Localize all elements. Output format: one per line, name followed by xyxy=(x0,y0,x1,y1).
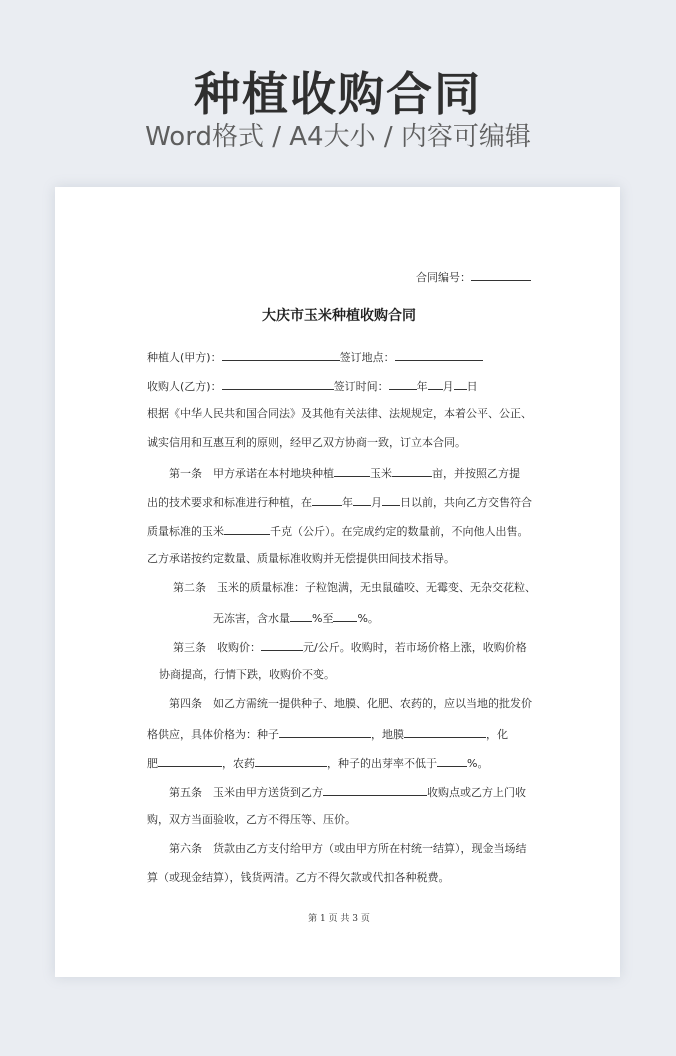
text: 质量标准的玉米 xyxy=(147,525,224,538)
text: 月 xyxy=(371,496,382,509)
text: %。 xyxy=(357,612,379,625)
text: 无冻害，含水量 xyxy=(213,612,290,625)
price-blank[interactable] xyxy=(261,639,303,651)
text: 年 xyxy=(342,496,353,509)
fertilizer-price-blank[interactable] xyxy=(158,755,222,767)
article-1-line-2 xyxy=(147,494,532,510)
quantity-blank[interactable] xyxy=(224,523,270,535)
text: %至 xyxy=(312,612,334,625)
text: ，化 xyxy=(486,728,508,741)
contract-number xyxy=(416,269,531,285)
text: 第五条 玉米由甲方送货到乙方 xyxy=(169,786,323,799)
text: 千克（公斤）。在完成约定的数量前，不向他人出售。 xyxy=(270,525,529,538)
article-1-line-1 xyxy=(169,465,520,481)
page-footer: 第 1 页 共 3 页 xyxy=(308,914,370,924)
film-price-blank[interactable] xyxy=(404,726,486,738)
banner-title: 种植收购合同 xyxy=(194,67,482,121)
month-label: 月 xyxy=(442,380,454,393)
moisture-max-blank[interactable] xyxy=(333,610,357,622)
text: 亩，并按照乙方提 xyxy=(432,467,520,480)
text: ，农药 xyxy=(222,757,255,770)
preamble-line-1: 根据《中华人民共和国合同法》及其他有关法律、法规规定，本着公平、公正、 xyxy=(147,407,532,420)
sign-year-blank[interactable] xyxy=(389,378,417,390)
article-2-line-1: 第二条 玉米的质量标准：子粒饱满，无虫鼠磕咬、无霉变、无杂交花粒、 xyxy=(173,581,536,594)
preamble-line-2: 诚实信用和互惠互利的原则，经甲乙双方协商一致，订立本合同。 xyxy=(147,436,466,449)
text: 格供应，具体价格为：种子 xyxy=(147,728,279,741)
day-label: 日 xyxy=(466,380,478,393)
document-page xyxy=(55,187,620,977)
text: ，种子的出芽率不低于 xyxy=(327,757,437,770)
deliver-year-blank[interactable] xyxy=(312,494,342,506)
text: ，地膜 xyxy=(371,728,404,741)
text: 日以前，共向乙方交售符合 xyxy=(400,496,532,509)
party-a-blank[interactable] xyxy=(222,349,340,361)
text: %。 xyxy=(467,757,489,770)
year-label: 年 xyxy=(416,380,428,393)
text: 肥 xyxy=(147,757,158,770)
article-4-line-1: 第四条 如乙方需统一提供种子、地膜、化肥、农药的，应以当地的批发价 xyxy=(169,697,532,710)
banner-subtitle: Word格式 / A4大小 / 内容可编辑 xyxy=(145,122,531,152)
plant-area-blank[interactable] xyxy=(334,465,370,477)
article-4-line-2 xyxy=(147,726,508,742)
text: 收购点或乙方上门收 xyxy=(427,786,526,799)
article-6-line-1: 第六条 货款由乙方支付给甲方（或由甲方所在村统一结算），现金当场结 xyxy=(169,842,527,855)
seed-price-blank[interactable] xyxy=(279,726,371,738)
delivery-point-blank[interactable] xyxy=(323,784,427,796)
text: 第一条 甲方承诺在本村地块种植 xyxy=(169,467,334,480)
text: 第三条 收购价： xyxy=(173,641,261,654)
sign-place-blank[interactable] xyxy=(395,349,483,361)
sign-place-label: 签订地点： xyxy=(339,351,395,364)
sign-time-label: 签订时间： xyxy=(333,380,389,393)
article-3-line-1 xyxy=(173,639,527,655)
article-5-line-1 xyxy=(169,784,526,800)
text: 出的技术要求和标准进行种植，在 xyxy=(147,496,312,509)
party-b-label: 收购人(乙方)： xyxy=(147,380,222,393)
article-5-line-2: 购，双方当面验收，乙方不得压等、压价。 xyxy=(147,813,356,826)
text: 元/公斤。收购时，若市场价格上涨，收购价格 xyxy=(303,641,527,654)
plant-mu-blank[interactable] xyxy=(392,465,432,477)
contract-number-blank[interactable] xyxy=(471,269,531,281)
party-a-row xyxy=(147,349,483,365)
deliver-month-blank[interactable] xyxy=(353,494,371,506)
text: 玉米 xyxy=(370,467,392,480)
article-1-line-4: 乙方承诺按约定数量、质量标准收购并无偿提供田间技术指导。 xyxy=(147,552,455,565)
party-a-label: 种植人(甲方)： xyxy=(147,351,222,364)
contract-number-label: 合同编号： xyxy=(416,271,471,284)
article-1-line-3 xyxy=(147,523,529,539)
sign-day-blank[interactable] xyxy=(454,378,467,390)
document-title: 大庆市玉米种植收购合同 xyxy=(262,308,416,324)
deliver-day-blank[interactable] xyxy=(382,494,400,506)
article-4-line-3 xyxy=(147,755,488,771)
article-2-line-2 xyxy=(213,610,379,626)
article-6-line-2: 算（或现金结算），钱货两清。乙方不得欠款或代扣各种税费。 xyxy=(147,871,450,884)
moisture-min-blank[interactable] xyxy=(290,610,312,622)
germination-rate-blank[interactable] xyxy=(437,755,467,767)
sign-month-blank[interactable] xyxy=(428,378,443,390)
article-3-line-2: 协商提高，行情下跌，收购价不变。 xyxy=(159,668,335,681)
party-b-row xyxy=(147,378,478,394)
pesticide-price-blank[interactable] xyxy=(255,755,327,767)
party-b-blank[interactable] xyxy=(222,378,334,390)
